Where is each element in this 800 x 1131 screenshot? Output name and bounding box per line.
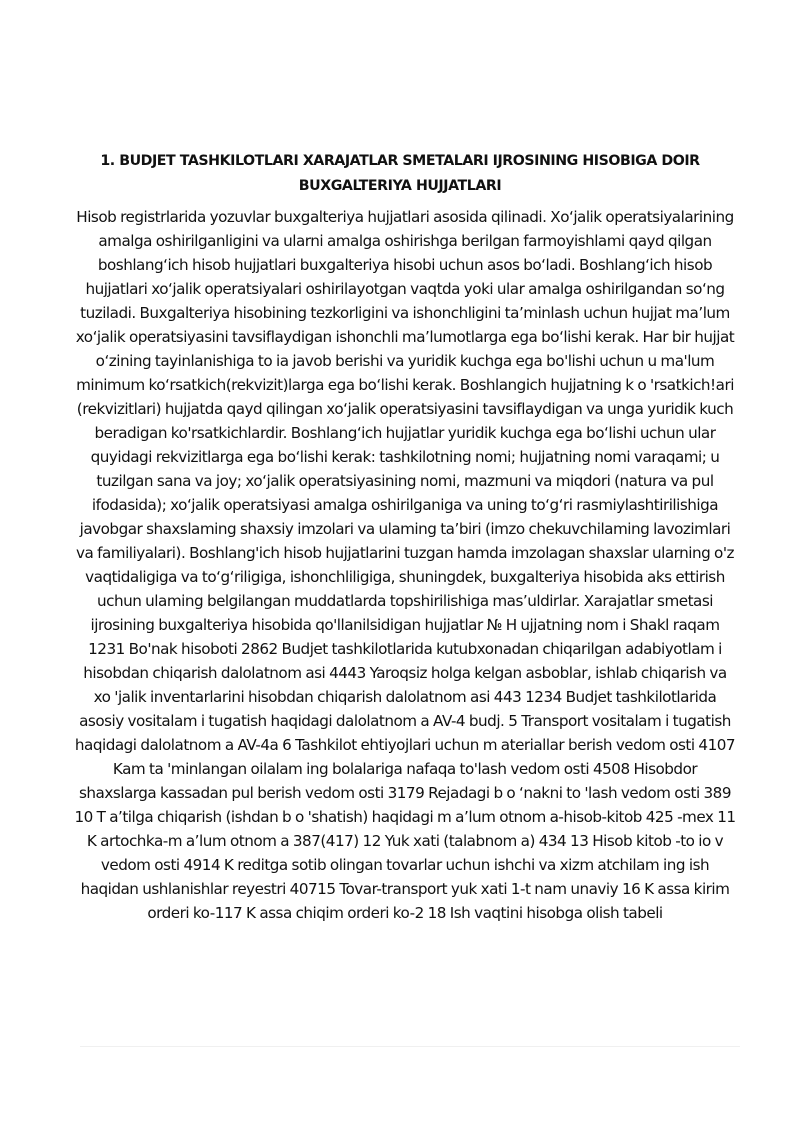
document-title: 1. BUDJET TASHKILOTLARI XARAJATLAR SMETALARI IJROSINING HISOBIGA DOIR BUXGALTERIYA HUJJATLARI bbox=[100, 153, 700, 194]
document-body-text: Hisob registrlarida yozuvlar buxgalteriya hujjatlari asosida qilinadi. Xo‘jalik operatsiyalarining amalga oshirilganligini va ularni amalga oshirishga berilgan farmoyishlami qayd qilgan boshlang‘ich hisob hujjatlari buxgalteriya hisobi uchun asos bo‘ladi. Boshlang‘ich hisob hujjatlari xo‘jalik operatsiyalari oshirilayotgan vaqtda yoki ular amalga oshirilgandan so‘ng tuziladi. Buxgalteriya hisobining tezkorligini va ishonchligini ta’minlash uchun hujjat ma’lum xo‘jalik operatsiyasini tavsiflaydigan ishonchli ma’lumotlarga ega bo‘lishi kerak. Har bir hujjat o‘zining tayinlanishiga to ia javob berishi va yuridik kuchga ega bo'lishi uchun u ma'lum minimum ko‘rsatkich(rekvizit)larga ega bo‘lishi kerak. Boshlangich hujjatning k o 'rsatkich!ari (rekvizitlari) hujjatda qayd qilingan xo‘jalik operatsiyasini tavsiflaydigan va unga yuridik kuch beradigan ko'rsatkichlardir. Boshlang‘ich hujjatlar yuridik kuchga ega bo‘lishi uchun ular quyidagi rekvizitlarga ega bo‘lishi kerak: tashkilotning nomi; hujjatning nomi varaqami; u tuzilgan sana va joy; xo‘jalik operatsiyasining nomi, mazmuni va miqdori (natura va pul ifodasida); xo‘jalik operatsiyasi amalga oshirilganiga va uning to‘g‘ri rasmiylashtirilishiga javobgar shaxslaming shaxsiy imzolari va ulaming ta’biri (imzo chekuvchilaming lavozimlari va familiyalari). Boshlang'ich hisob hujjatlarini tuzgan hamda imzolagan shaxslar ularning o'z vaqtidaligiga va to‘g‘riligiga, ishonchliligiga, shuningdek, buxgalteriya hisobida aks ettirish uchun ulaming belgilangan muddatlarda topshirilishiga mas’uldirlar. Xarajatlar smetasi ijrosining buxgalteriya hisobida qo'llanilsidigan hujjatlar № H ujjatning nom i Shakl raqam 1231 Bo'nak hisoboti 2862 Budjet tashkilotlarida kutubxonadan chiqarilgan adabiyotlam i hisobdan chiqarish dalolatnom asi 4443 Yaroqsiz holga kelgan asboblar, ishlab chiqarish va xo 'jalik inventarlarini hisobdan chiqarish dalolatnom asi 443 1234 Budjet tashkilotlarida asosiy vositalam i tugatish haqidagi dalolatnom a AV-4 budj. 5 Transport vositalam i tugatish haqidagi dalolatnom a AV-4a 6 Tashkilot ehtiyojlari uchun m ateriallar berish vedom osti 4107 Kam ta 'minlangan oilalam ing bolalariga nafaqa to'lash vedom osti 4508 Hisobdor shaxslarga kassadan pul berish vedom osti 3179 Rejadagi b o ‘nakni to 'lash vedom osti 389 10 T a’tilga chiqarish (ishdan b o 'shatish) haqidagi m a’lum otnom a-hisob-kitob 425 -mex 11 K artochka-m a’lum otnom a 387(417) 12 Yuk xati (talabnom a) 434 13 Hisob kitob -to io v vedom osti 4914 K reditga sotib olingan tovarlar uchun ishchi va xizm atchilam ing ish haqidan ushlanishlar reyestri 40715 Tovar-transport yuk xati 1-t nam unaviy 16 K assa kirim orderi ko-117 K assa chiqim orderi ko-2 18 Ish vaqtini hisobga olish tabeli bbox=[74, 208, 736, 922]
page-bottom-divider bbox=[80, 1046, 740, 1047]
